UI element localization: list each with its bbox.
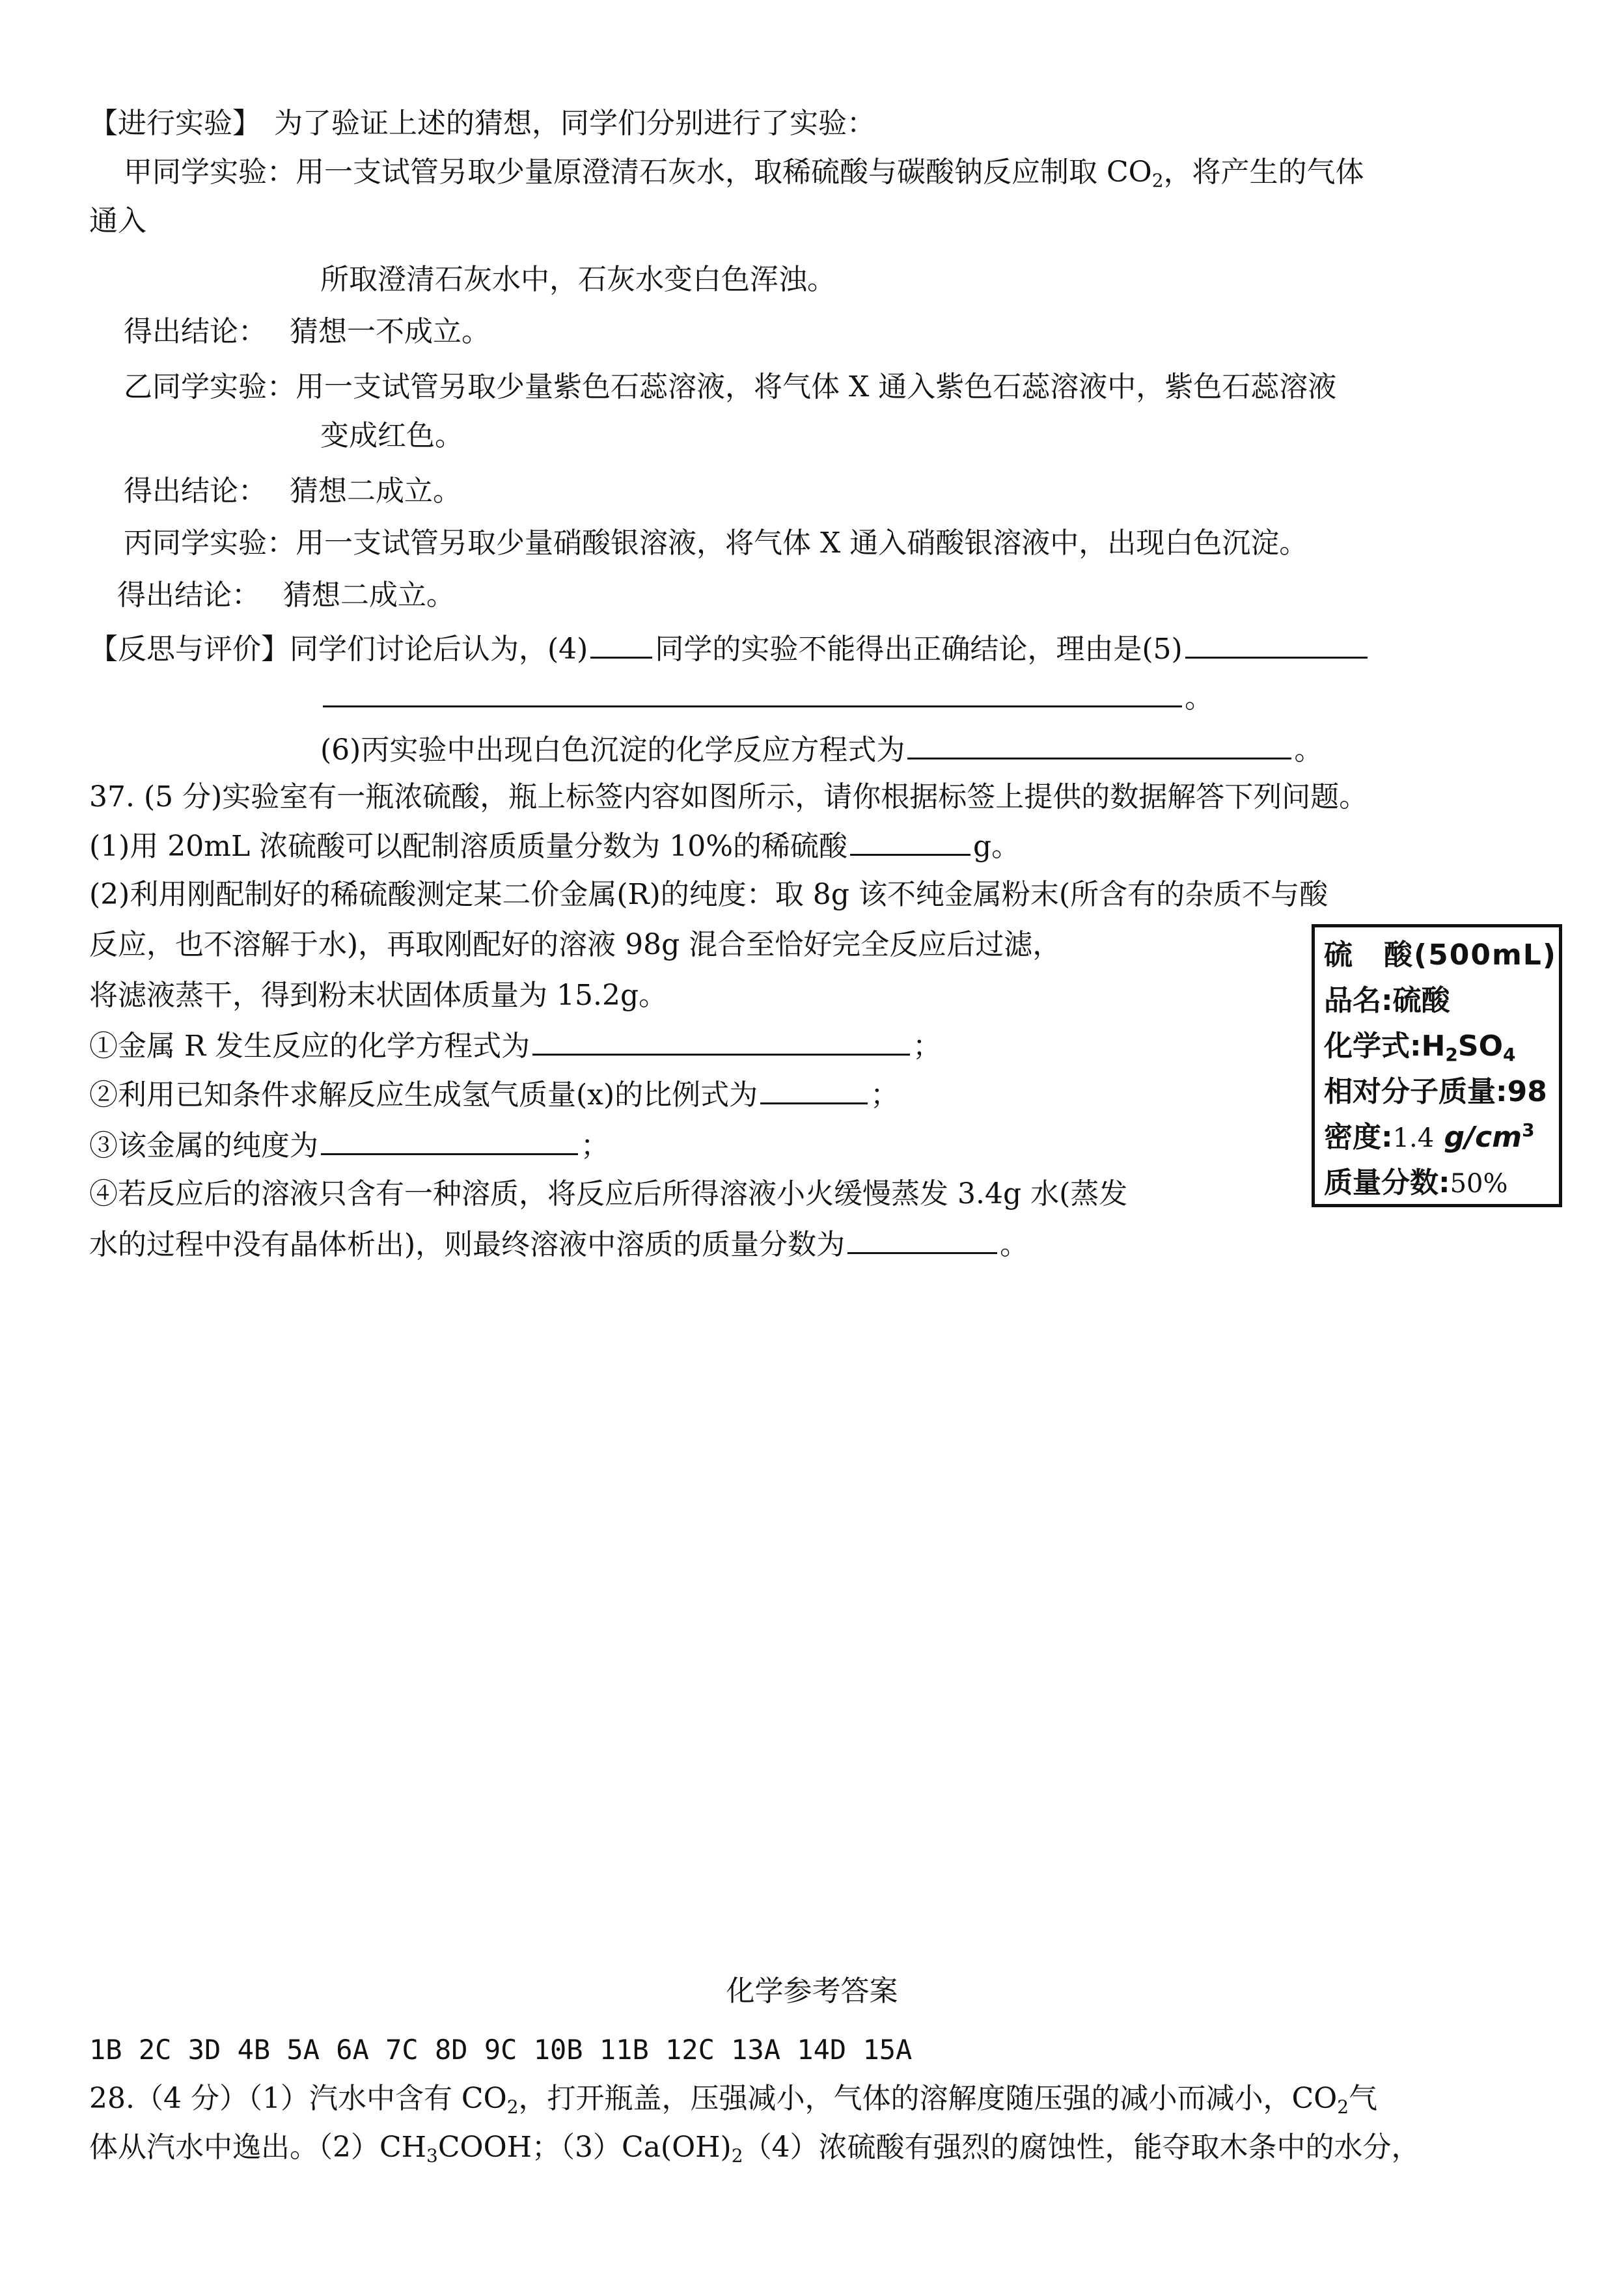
jia-text-1: 用一支试管另取少量原澄清石灰水，取稀硫酸与碳酸钠反应制取 CO bbox=[296, 156, 1152, 189]
experiment-intro: 为了验证上述的猜想，同学们分别进行了实验： bbox=[274, 107, 875, 140]
subscript: 2 bbox=[506, 2096, 519, 2118]
reflection-heading: 【反思与评价】 bbox=[89, 633, 290, 666]
subscript: 3 bbox=[426, 2145, 438, 2166]
q37-s2-text: ②利用已知条件求解反应生成氢气质量(x)的比例式为 bbox=[89, 1078, 758, 1112]
label-mass: 相对分子质量:98 bbox=[1324, 1075, 1547, 1108]
answers-choices bbox=[89, 2030, 912, 2070]
conclusion-label: 得出结论： bbox=[124, 315, 267, 348]
yi-label: 乙同学实验： bbox=[124, 370, 296, 403]
q37-p1 bbox=[89, 825, 1020, 864]
a28-text-e: COOH；（3）Ca(OH) bbox=[437, 2131, 732, 2164]
answers-title bbox=[0, 1972, 1624, 2011]
reflection-line-2 bbox=[320, 677, 1213, 716]
choices-text: 1B 2C 3D 4B 5A 6A 7C 8D 9C 10B 11B 12C 13A 14D 15A bbox=[89, 2034, 913, 2066]
label-title: 硫 酸(500mL) bbox=[1324, 938, 1557, 972]
sulfuric-acid-label bbox=[1312, 924, 1562, 1207]
q37-s3 bbox=[89, 1125, 609, 1164]
yi-text-2: 变成红色。 bbox=[320, 419, 463, 452]
conclusion-text: 猜想二成立。 bbox=[290, 474, 461, 508]
conclusion-label: 得出结论： bbox=[117, 579, 260, 612]
a28-text-f: （4）浓硫酸有强烈的腐蚀性，能夺取木条中的水分， bbox=[743, 2131, 1420, 2164]
fraction-prefix: 质量分数: bbox=[1324, 1166, 1450, 1199]
bing-line-1 bbox=[124, 524, 1308, 563]
reflection-line-1 bbox=[89, 628, 1370, 667]
answer-blank-5a[interactable] bbox=[1185, 628, 1368, 659]
q37-s4-line2 bbox=[89, 1223, 1028, 1263]
end-mark: 。 bbox=[1185, 681, 1213, 715]
answer-blank-37-1[interactable] bbox=[850, 825, 970, 856]
label-fraction bbox=[1324, 1160, 1550, 1206]
label-density bbox=[1324, 1115, 1550, 1160]
end-mark: ； bbox=[581, 1129, 609, 1162]
q37-p2-line1 bbox=[89, 875, 1328, 914]
end-mark: 。 bbox=[1294, 733, 1323, 767]
formula-sub-1: 2 bbox=[1445, 1044, 1458, 1065]
q37-s4-text-2: 水的过程中没有晶体析出)，则最终溶液中溶质的质量分数为 bbox=[89, 1228, 846, 1261]
q37-p2-line2 bbox=[89, 925, 1061, 964]
q37-s4-line1 bbox=[89, 1175, 1127, 1214]
answer-blank-37-s3[interactable] bbox=[321, 1125, 578, 1155]
jia-line-1 bbox=[124, 153, 1364, 192]
formula-mid: SO bbox=[1457, 1030, 1503, 1063]
answer-blank-4[interactable] bbox=[590, 628, 652, 659]
q37-p2-text-1: (2)利用刚配制好的稀硫酸测定某二价金属(R)的纯度：取 8g 该不纯金属粉末(所含有的杂质不与酸 bbox=[89, 878, 1328, 911]
unit: g。 bbox=[973, 830, 1021, 863]
label-name: 品名:硫酸 bbox=[1324, 984, 1450, 1017]
reflection-text-a: 同学们讨论后认为，(4) bbox=[290, 633, 588, 666]
experiment-heading-line bbox=[89, 104, 875, 143]
reflection-text-b: 同学的实验不能得出正确结论，理由是(5) bbox=[655, 633, 1183, 666]
q37-title bbox=[89, 778, 1368, 817]
jia-line-wrap bbox=[89, 202, 146, 241]
q37-p2-text-2: 反应，也不溶解于水)，再取刚配好的溶液 98g 混合至恰好完全反应后过滤， bbox=[89, 928, 1062, 961]
co2-subscript: 2 bbox=[1151, 170, 1164, 191]
jia-conclusion bbox=[124, 312, 490, 351]
bing-label: 丙同学实验： bbox=[124, 526, 296, 560]
label-formula bbox=[1324, 1024, 1550, 1069]
density-sup: 3 bbox=[1522, 1119, 1535, 1141]
answers-title-text: 化学参考答案 bbox=[726, 1975, 898, 2008]
subscript: 2 bbox=[731, 2145, 743, 2166]
yi-text-1: 用一支试管另取少量紫色石蕊溶液，将气体 X 通入紫色石蕊溶液中，紫色石蕊溶液 bbox=[296, 370, 1337, 403]
a28-text-d: 体从汽水中逸出。（2）CH bbox=[89, 2131, 427, 2164]
reflection-q6 bbox=[320, 729, 1323, 768]
q37-s3-text: ③该金属的纯度为 bbox=[89, 1129, 318, 1162]
conclusion-label: 得出结论： bbox=[124, 474, 267, 508]
bing-text-1: 用一支试管另取少量硝酸银溶液，将气体 X 通入硝酸银溶液中，出现白色沉淀。 bbox=[296, 526, 1308, 560]
jia-text-2: 所取澄清石灰水中，石灰水变白色浑浊。 bbox=[320, 263, 836, 296]
density-prefix: 密度: bbox=[1324, 1121, 1393, 1154]
jia-label: 甲同学实验： bbox=[124, 156, 296, 189]
bing-conclusion bbox=[117, 576, 455, 615]
conclusion-text: 猜想一不成立。 bbox=[290, 315, 490, 348]
q6-text: (6)丙实验中出现白色沉淀的化学反应方程式为 bbox=[320, 733, 905, 767]
q37-s1-text: ①金属 R 发生反应的化学方程式为 bbox=[89, 1030, 530, 1063]
q37-title-text: 37. (5 分)实验室有一瓶浓硫酸，瓶上标签内容如图所示，请你根据标签上提供的数据解答下列问题。 bbox=[89, 780, 1368, 813]
a28-text-a: 28.（4 分）（1）汽水中含有 CO bbox=[89, 2082, 507, 2115]
fraction-value: 50% bbox=[1450, 1169, 1508, 1199]
density-unit: g/cm bbox=[1444, 1121, 1522, 1154]
yi-line-1 bbox=[124, 368, 1336, 407]
jia-wrap: 通入 bbox=[89, 204, 146, 238]
q37-s4-text-1: ④若反应后的溶液只含有一种溶质，将反应后所得溶液小火缓慢蒸发 3.4g 水(蒸发 bbox=[89, 1177, 1128, 1210]
q37-p1-text: (1)用 20mL 浓硫酸可以配制溶质质量分数为 10%的稀硫酸 bbox=[89, 830, 848, 863]
formula-prefix: 化学式:H bbox=[1324, 1030, 1446, 1063]
answer-blank-37-s2[interactable] bbox=[760, 1074, 868, 1104]
answer-28-line1 bbox=[89, 2079, 1377, 2118]
end-mark: 。 bbox=[1000, 1228, 1029, 1261]
yi-conclusion bbox=[124, 472, 461, 511]
a28-text-b: ，打开瓶盖，压强减小，气体的溶解度随压强的减小而减小，CO bbox=[518, 2082, 1338, 2115]
density-value: 1.4 bbox=[1392, 1123, 1435, 1153]
formula-sub-2: 4 bbox=[1503, 1044, 1516, 1065]
conclusion-text: 猜想二成立。 bbox=[283, 579, 455, 612]
q37-p2-line3 bbox=[89, 976, 667, 1015]
answer-blank-37-s4[interactable] bbox=[847, 1223, 997, 1254]
answer-blank-5b[interactable] bbox=[323, 677, 1182, 707]
q37-s2 bbox=[89, 1074, 899, 1113]
a28-text-c: 气 bbox=[1349, 2082, 1378, 2115]
q37-p2-text-3: 将滤液蒸干，得到粉末状固体质量为 15.2g。 bbox=[89, 979, 668, 1012]
q37-s1 bbox=[89, 1025, 941, 1064]
end-mark: ； bbox=[913, 1030, 942, 1063]
jia-line-2 bbox=[320, 260, 836, 299]
answer-28-line2 bbox=[89, 2128, 1420, 2167]
yi-line-2 bbox=[320, 417, 463, 456]
answer-blank-37-s1[interactable] bbox=[532, 1025, 910, 1056]
experiment-heading: 【进行实验】 bbox=[89, 107, 261, 140]
end-mark: ； bbox=[870, 1078, 900, 1112]
answer-blank-6[interactable] bbox=[907, 729, 1291, 759]
subscript: 2 bbox=[1337, 2096, 1349, 2118]
jia-text-1-end: ，将产生的气体 bbox=[1163, 156, 1364, 189]
